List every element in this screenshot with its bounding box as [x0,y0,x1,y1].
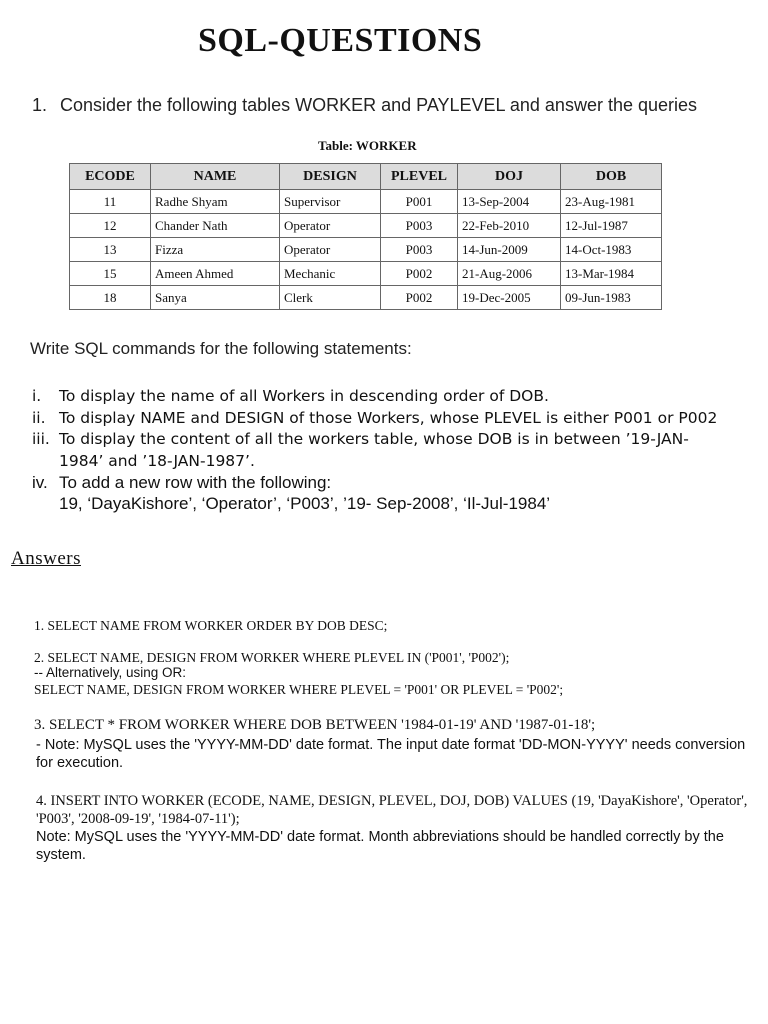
table-cell: Supervisor [280,190,381,214]
question-number: 1. [32,95,48,115]
column-header: DESIGN [280,164,381,190]
table-row [70,238,662,262]
answers-heading: Answers [11,548,81,569]
table-cell: 18 [70,286,151,310]
table-cell: Mechanic [280,262,381,286]
statement-number: ii. [32,408,46,427]
table-cell: 12-Jul-1987 [561,214,662,238]
table-cell: Ameen Ahmed [151,262,280,286]
table-cell: 13-Sep-2004 [458,190,561,214]
list-item [32,408,732,430]
table-cell: 21-Aug-2006 [458,262,561,286]
table-row [70,262,662,286]
table-cell: P002 [381,286,458,310]
list-item [32,429,732,472]
table-cell: 22-Feb-2010 [458,214,561,238]
table-cell: Operator [280,214,381,238]
question-1 [32,95,722,116]
answer-2: 2. SELECT NAME, DESIGN FROM WORKER WHERE PLEVEL IN ('P001', 'P002'); [34,650,510,665]
table-cell: 14-Oct-1983 [561,238,662,262]
page-title: SQL-QUESTIONS [198,22,483,59]
table-cell: 13 [70,238,151,262]
table-cell: P002 [381,262,458,286]
table-row [70,214,662,238]
table-caption: Table: WORKER [318,138,417,153]
answer-1: 1. SELECT NAME FROM WORKER ORDER BY DOB DESC; [34,618,388,633]
table-cell: Fizza [151,238,280,262]
worker-table [69,163,662,310]
statement-list [32,386,732,514]
table-cell: Clerk [280,286,381,310]
column-header: DOB [561,164,662,190]
table-cell: Chander Nath [151,214,280,238]
statement-number: iii. [32,430,50,448]
list-item [32,386,732,408]
statement-text: To add a new row with the following: [59,473,332,492]
column-header: NAME [151,164,280,190]
table-cell: Operator [280,238,381,262]
table-row [70,286,662,310]
table-cell: 09-Jun-1983 [561,286,662,310]
column-header: PLEVEL [381,164,458,190]
column-header: ECODE [70,164,151,190]
write-commands-instruction: Write SQL commands for the following statements: [30,339,412,358]
statement-number: i. [32,387,42,405]
table-cell: P003 [381,238,458,262]
answer-4: 4. INSERT INTO WORKER (ECODE, NAME, DESIGN, PLEVEL, DOJ, DOB) VALUES (19, 'DayaKishore', 'Operator', 'P003', '2008-09-19', '1984-07-11'); [36,793,748,827]
answer-4-note: Note: MySQL uses the 'YYYY-MM-DD' date format. Month abbreviations should be handled correctly by the system. [36,829,724,863]
table-cell: 11 [70,190,151,214]
table-cell: Sanya [151,286,280,310]
table-header-row [70,164,662,190]
table-row [70,190,662,214]
statement-text: To display the content of all the workers table, whose DOB is in between ’19-JAN-1984’ and ’18-JAN-1987’. [59,430,689,470]
table-cell: 14-Jun-2009 [458,238,561,262]
statement-values: 19, ‘DayaKishore’, ‘Operator’, ‘P003’, ’19- Sep-2008’, ‘Il-Jul-1984’ [59,494,551,513]
statement-text: To display the name of all Workers in descending order of DOB. [59,387,549,405]
statement-text: To display NAME and DESIGN of those Workers, whose PLEVEL is either P001 or P002 [59,408,718,427]
table-cell: 15 [70,262,151,286]
table-cell: 23-Aug-1981 [561,190,662,214]
table-cell: Radhe Shyam [151,190,280,214]
answer-2-alt: SELECT NAME, DESIGN FROM WORKER WHERE PLEVEL = 'P001' OR PLEVEL = 'P002'; [34,682,564,697]
answer-3: 3. SELECT * FROM WORKER WHERE DOB BETWEEN '1984-01-19' AND '1987-01-18'; [34,717,596,733]
answer-2-alt-note: -- Alternatively, using OR: [34,665,187,680]
column-header: DOJ [458,164,561,190]
statement-number: iv. [32,473,48,492]
table-cell: 12 [70,214,151,238]
table-cell: P003 [381,214,458,238]
answer-3-note: - Note: MySQL uses the 'YYYY-MM-DD' date format. The input date format 'DD-MON-YYYY' needs conversion for execution. [36,737,746,771]
table-cell: 13-Mar-1984 [561,262,662,286]
table-cell: P001 [381,190,458,214]
list-item [32,472,732,514]
table-cell: 19-Dec-2005 [458,286,561,310]
question-text: Consider the following tables WORKER and PAYLEVEL and answer the queries [60,95,698,115]
